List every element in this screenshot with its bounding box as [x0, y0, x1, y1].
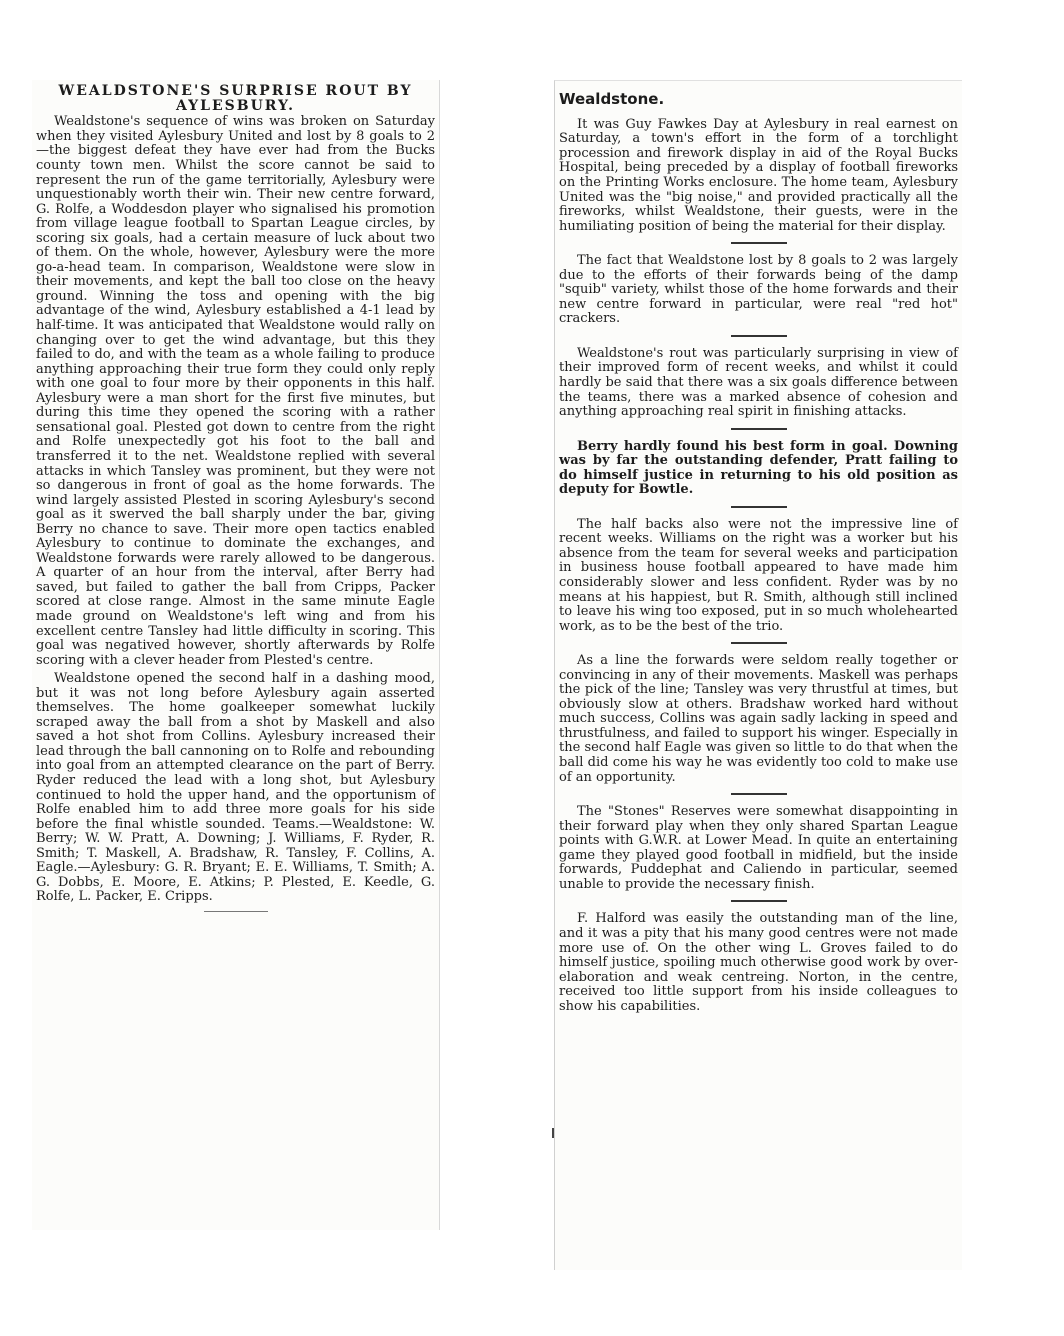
right-article-paragraph-6: As a line the forwards were seldom really together or convincing in any of their movements. Maskell was perhaps the pick of the line; Tansley was very thrustful at times, but obviously slow at others. Bradshaw worked hard without much success, Collins was again sadly lacking in speed and thrustfulness, and failed to support his winger. Especially in the second half Eagle was given so little to do that when the ball did come his way he was evidently too cold to make use of an opportunity. — [559, 653, 958, 785]
section-divider — [731, 900, 787, 902]
left-article — [32, 80, 440, 1230]
section-divider — [731, 642, 787, 644]
right-article-title: Wealdstone. — [559, 90, 665, 108]
right-article-paragraph-3: Wealdstone's rout was particularly surprising in view of their improved form of recent weeks, and whilst it could hardly be said that there was a six goals difference between the teams, there was a marked absence of cohesion and anything approaching real spirit in finishing attacks. — [559, 345, 958, 420]
right-article-paragraph-2: The fact that Wealdstone lost by 8 goals to 2 was largely due to the efforts of their forwards being of the damp "squib" variety, whilst those of the home forwards and their new centre forward in particular, were real "red hot" crackers. — [559, 253, 958, 327]
section-divider — [731, 242, 787, 244]
section-divider — [731, 428, 787, 430]
section-divider — [731, 506, 787, 508]
left-article-paragraph-1: Wealdstone's sequence of wins was broken on Saturday when they visited Aylesbury United and lost by 8 goals to 2—the biggest defeat they have ever had from the Bucks county town men. Whilst the score cannot be said to represent the run of the game territorially, Aylesbury were unquestionably worth their win. Their new centre forward, G. Rolfe, a Woddesdon player who signalised his promotion from village league football to Spartan League circles, by scoring six goals, had a certain measure of luck about two of them. On the whole, however, Aylesbury were the more go-a-head team. In comparison, Wealdstone were slow in their movements, and kept the ball too close on the heavy ground. Winning the toss and opening with the big advantage of the wind, Aylesbury established a 4-1 lead by half-time. It was anticipated that Wealdstone would rally on changing over to get the wind advantage, but this they failed to do, and with the team as a whole failing to produce anything approaching their true form they could only reply with one goal to four more by their opponents in this half. Aylesbury were a man short for the first five minutes, but during this time they opened the scoring with a rather sensational goal. Plested got down to centre from the right and Rolfe unexpectedly got his foot to the ball and transferred it to the net. Wealdstone replied with several attacks in which Tansley was prominent, but they were not so dangerous in front of goal as the home forwards. The wind largely assisted Plested in scoring Aylesbury's second goal as it swerved the ball sharply under the bar, giving Berry no chance to save. Their more open tactics enabled Aylesbury to continue to dominate the exchanges, and Wealdstone forwards were rarely allowed to be dangerous. A quarter of an hour from the interval, after Berry had saved, but failed to gather the ball from Cripps, Packer scored at close range. Almost in the same minute Eagle made ground on Wealdstone's left wing and from his excellent centre Tansley had little difficulty in scoring. This goal was negatived however, shortly afterwards by Rolfe scoring with a clever header from Plested's centre. — [36, 114, 435, 668]
right-article-paragraph-5: The half backs also were not the impressive line of recent weeks. Williams on the right was a worker but his absence from the team for several weeks and participation in business house football appeared to have made him considerably slower and less confident. Ryder was by no means at his happiest, but R. Smith, although still inclined to leave his wing too exposed, put in so much wholehearted work, as to be the best of the trio. — [559, 516, 958, 634]
scan-mark — [552, 1128, 554, 1138]
left-article-headline: WEALDSTONE'S SURPRISE ROUT BY AYLESBURY. — [58, 83, 413, 114]
right-article-paragraph-4: Berry hardly found his best form in goal. Downing was by far the outstanding defender, Pratt failing to do himself justice in returning to his old position as deputy for Bowtle. — [559, 438, 958, 498]
section-divider — [731, 335, 787, 337]
right-article-paragraph-1: It was Guy Fawkes Day at Aylesbury in real earnest on Saturday, a town's effort in the form of a torchlight procession and firework display in aid of the Royal Bucks Hospital, being preceded by a display of football fireworks on the Printing Works enclosure. The home team, Aylesbury United was the "big noise," and provided practically all the fireworks, whilst Wealdstone, their guests, were in the humiliating position of being the material for their display. — [559, 116, 958, 234]
right-article-paragraph-7: The "Stones" Reserves were somewhat disappointing in their forward play when they only shared Spartan League points with G.W.R. at Lower Mead. In quite an entertaining game they played good football in midfield, but the inside forwards, Puddephat and Caliendo in particular, seemed unable to provide the necessary finish. — [559, 804, 958, 892]
right-article — [554, 80, 962, 1270]
article-end-rule — [204, 911, 268, 912]
left-article-paragraph-2: Wealdstone opened the second half in a dashing mood, but it was not long before Aylesbury again asserted themselves. The home goalkeeper somewhat luckily scraped away the ball from a shot by Maskell and also saved a hot shot from Collins. Aylesbury increased their lead through the ball cannoning on to Rolfe and rebounding into goal from an attempted clearance on the part of Berry. Ryder reduced the lead with a long shot, but Aylesbury continued to hold the upper hand, and the opportunism of Rolfe enabled him to add three more goals for his side before the final whistle sounded. Teams.—Wealdstone: W. Berry; W. W. Pratt, A. Downing; J. Williams, F. Ryder, R. Smith; T. Maskell, A. Bradshaw, R. Tansley, F. Collins, A. Eagle.—Aylesbury: G. R. Bryant; E. E. Williams, T. Smith; A. G. Dobbs, E. Moore, E. Atkins; P. Plested, E. Keedle, G. Rolfe, L. Packer, E. Cripps. — [36, 671, 435, 905]
section-divider — [731, 793, 787, 795]
right-article-paragraph-8: F. Halford was easily the outstanding man of the line, and it was a pity that his many good centres were not made more use of. On the other wing L. Groves failed to do himself justice, spoiling much otherwise good work by over-elaboration and weak centreing. Norton, in the centre, received too little support from his inside colleagues to show his capabilities. — [559, 911, 958, 1014]
